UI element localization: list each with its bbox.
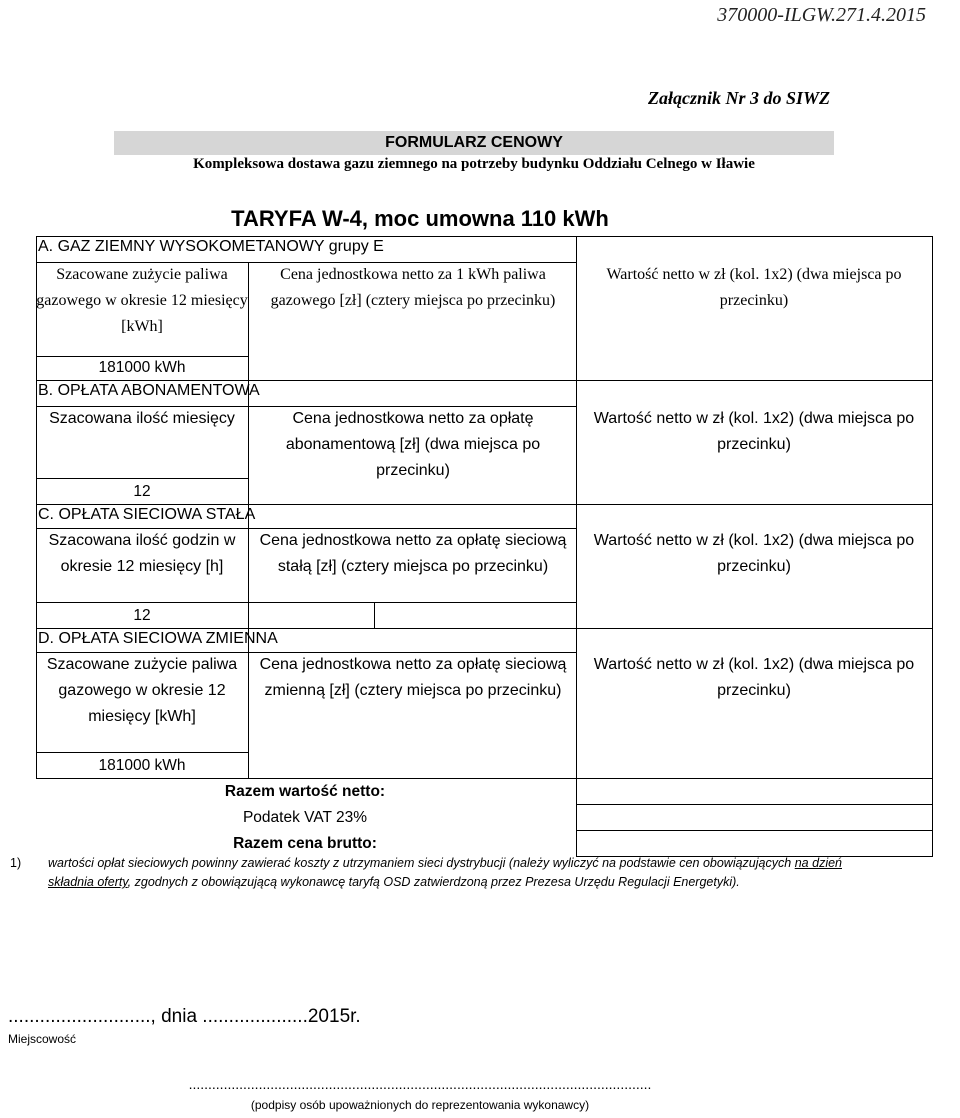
footnote-text-2: , zgodnych z obowiązującą wykonawcę taryfą OSD zatwierdzoną przez Prezesa Urzędu Regulacji Energetyki). bbox=[127, 875, 740, 889]
section-a-price-header: Cena jednostkowa netto za 1 kWh paliwa gazowego [zł] (cztery miejsca po przecinku) bbox=[270, 266, 556, 309]
footnote-underlined: na dzień składnia oferty bbox=[48, 856, 842, 889]
section-c-hours-header: Szacowana ilość godzin w okresie 12 miesięcy [h] bbox=[48, 532, 236, 575]
section-d-consumption-value: 181000 kWh bbox=[98, 757, 186, 774]
form-subtitle: Kompleksowa dostawa gazu ziemnego na potrzeby budynku Oddziału Celnego w Iławie bbox=[193, 156, 755, 172]
annex-label: Załącznik Nr 3 do SIWZ bbox=[647, 88, 830, 108]
footnote-number: 1) bbox=[10, 856, 22, 870]
section-d-title: D. OPŁATA SIECIOWA ZMIENNA bbox=[38, 630, 278, 647]
section-d-price-header: Cena jednostkowa netto za opłatę sieciową zmienną [zł] (cztery miejsca po przecinku) bbox=[259, 656, 567, 699]
footnote-text-1: wartości opłat sieciowych powinny zawierać koszty z utrzymaniem sieci dystrybucji (należy wyliczyć na podstawie cen obowiązujących bbox=[48, 856, 795, 870]
place-date-line: ..........................., dnia ....................2015r. bbox=[8, 1006, 361, 1027]
section-a-value-header: Wartość netto w zł (kol. 1x2) (dwa miejsca po przecinku) bbox=[606, 266, 902, 309]
section-a-consumption-header: Szacowane zużycie paliwa gazowego w okresie 12 miesięcy [kWh] bbox=[36, 266, 248, 335]
section-b-price-header: Cena jednostkowa netto za opłatę abonamentową [zł] (dwa miejsca po przecinku) bbox=[285, 410, 541, 479]
section-d-consumption-header: Szacowane zużycie paliwa gazowego w okresie 12 miesięcy [kWh] bbox=[46, 656, 238, 725]
place-label: Miejscowość bbox=[8, 1032, 77, 1046]
signature-line: ....................................................................................................................... bbox=[188, 1076, 652, 1092]
signature-label: (podpisy osób upoważnionych do reprezentowania wykonawcy) bbox=[250, 1098, 590, 1112]
total-net-label: Razem wartość netto: bbox=[224, 783, 386, 800]
section-c-price-header: Cena jednostkowa netto za opłatę sieciową stałą [zł] (cztery miejsca po przecinku) bbox=[259, 532, 567, 575]
section-d-value-header: Wartość netto w zł (kol. 1x2) (dwa miejsca po przecinku) bbox=[593, 656, 915, 699]
section-b-value-header: Wartość netto w zł (kol. 1x2) (dwa miejsca po przecinku) bbox=[593, 410, 915, 453]
section-c-title: C. OPŁATA SIECIOWA STAŁA bbox=[38, 506, 256, 523]
tariff-heading: TARYFA W-4, moc umowna 110 kWh bbox=[231, 206, 609, 231]
vat-label: Podatek VAT 23% bbox=[242, 809, 368, 826]
section-c-value-header: Wartość netto w zł (kol. 1x2) (dwa miejsca po przecinku) bbox=[593, 532, 915, 575]
document-reference: 370000-ILGW.271.4.2015 bbox=[717, 4, 926, 26]
section-b-months-value: 12 bbox=[133, 483, 151, 500]
total-gross-label: Razem cena brutto: bbox=[233, 835, 377, 852]
section-b-months-header: Szacowana ilość miesięcy bbox=[49, 410, 235, 427]
section-a-consumption-value: 181000 kWh bbox=[98, 359, 186, 376]
section-b-title: B. OPŁATA ABONAMENTOWA bbox=[38, 382, 260, 399]
form-title: FORMULARZ CENOWY bbox=[385, 134, 563, 151]
section-c-hours-value: 12 bbox=[133, 607, 151, 624]
section-a-title: A. GAZ ZIEMNY WYSOKOMETANOWY grupy E bbox=[38, 238, 384, 255]
